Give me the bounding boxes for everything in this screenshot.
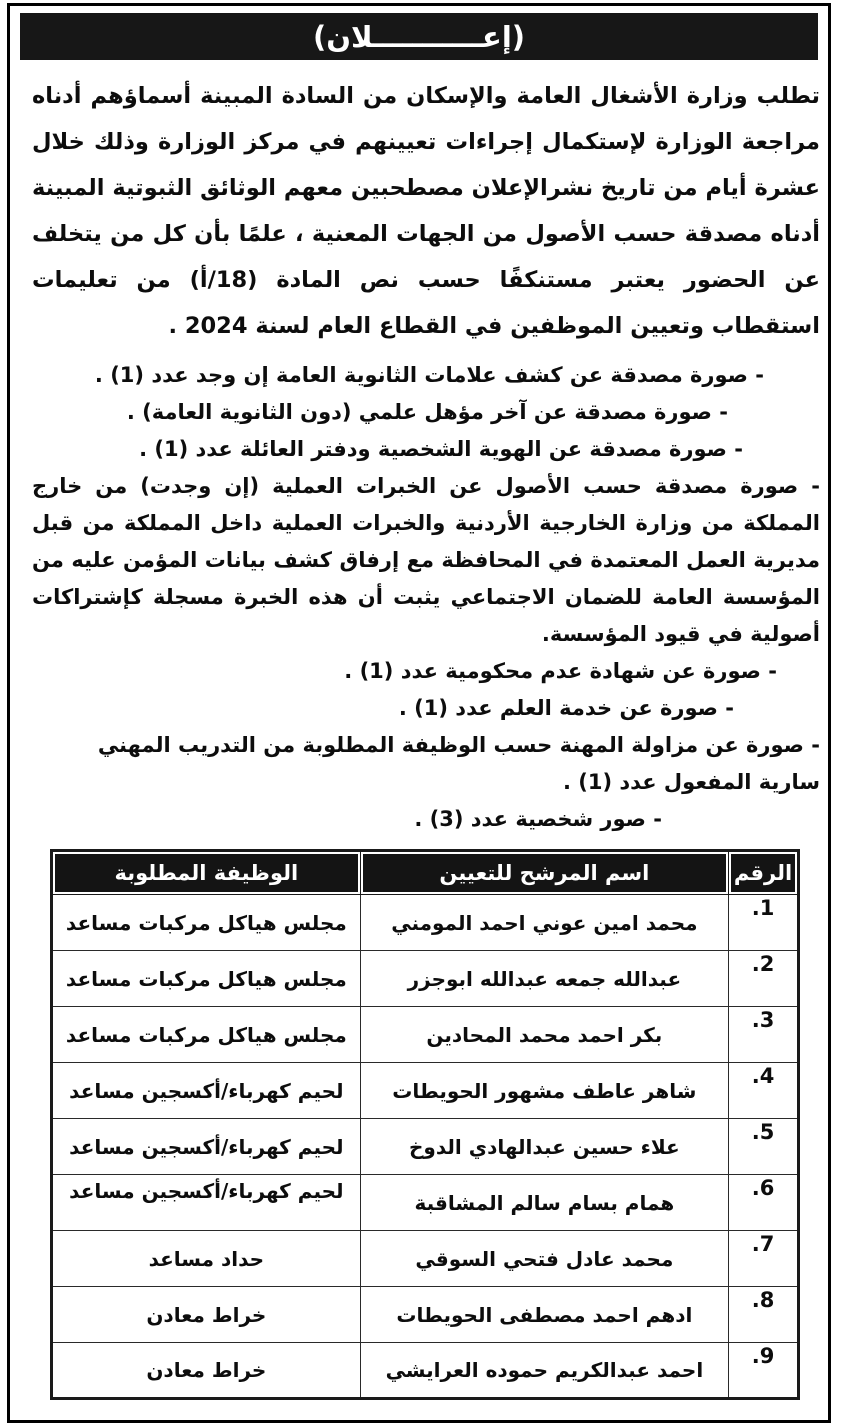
- row-number: 6.: [729, 1175, 799, 1231]
- row-number: 5.: [729, 1119, 799, 1175]
- candidate-name: ادهم احمد مصطفى الحويطات: [360, 1287, 728, 1343]
- requirement-item: - صورة مصدقة عن الهوية الشخصية ودفتر العائلة عدد (1) .: [139, 437, 743, 461]
- row-number: 7.: [729, 1231, 799, 1287]
- requirement-item: - صورة مصدقة عن آخر مؤهل علمي (دون الثانوية العامة) .: [126, 400, 728, 424]
- table-row: [52, 1343, 799, 1399]
- requirement-item: - صور شخصية عدد (3) .: [414, 807, 662, 831]
- row-number: 3.: [729, 1007, 799, 1063]
- required-position: مجلس هياكل مركبات مساعد: [52, 895, 361, 951]
- table-row: [52, 1063, 799, 1119]
- row-number: 4.: [729, 1063, 799, 1119]
- required-position: لحيم كهرباء/أكسجين مساعد: [52, 1063, 361, 1119]
- requirement-item: - صورة مصدقة عن كشف علامات الثانوية العامة إن وجد عدد (1) .: [94, 363, 764, 387]
- intro-paragraph: تطلب وزارة الأشغال العامة والإسكان من السادة المبينة أسماؤهم أدناه مراجعة الوزارة لإستكمال إجراءات تعيينهم في مركز الوزارة وذلك خلال عشرة أيام من تاريخ نشرالإعلان مصطحبين معهم الوثائق الثبوتية المبينة أدناه مصدقة حسب الأصول من الجهات المعنية ، علمًا بأن كل من يتخلف عن الحضور يعتبر مستنكفًا حسب نص المادة (18/أ) من تعليمات استقطاب وتعيين الموظفين في القطاع العام لسنة 2024 .: [32, 83, 821, 339]
- table-row: [52, 1119, 799, 1175]
- required-position: مجلس هياكل مركبات مساعد: [52, 951, 361, 1007]
- candidate-name: علاء حسين عبدالهادي الدوخ: [360, 1119, 728, 1175]
- required-position: لحيم كهرباء/أكسجين مساعد: [52, 1175, 361, 1231]
- row-number: 8.: [729, 1287, 799, 1343]
- requirement-item: - صورة مصدقة حسب الأصول عن الخبرات العملية (إن وجدت) من خارج المملكة من وزارة الخارجية الأردنية والخبرات العملية داخل المملكة من قبل مديرية العمل المعتمدة في المحافظة مع إرفاق كشف بيانات المؤمن عليه من المؤسسة العامة للضمان الاجتماعي يثبت أن هذه الخبرة مسجلة كإشتراكات أصولية في قيود المؤسسة.: [32, 474, 820, 646]
- required-position: مجلس هياكل مركبات مساعد: [52, 1007, 361, 1063]
- required-position: خراط معادن: [52, 1287, 361, 1343]
- requirement-item: - صورة عن مزاولة المهنة حسب الوظيفة المطلوبة من التدريب المهني سارية المفعول عدد (1) .: [97, 733, 820, 794]
- requirement-item: - صورة عن خدمة العلم عدد (1) .: [398, 696, 734, 720]
- required-position: حداد مساعد: [52, 1231, 361, 1287]
- header-number: الرقم: [729, 851, 799, 895]
- header-candidate-name: اسم المرشح للتعيين: [360, 851, 728, 895]
- announcement-banner: [20, 13, 818, 60]
- table-row: [52, 1007, 799, 1063]
- table-header-row: [52, 851, 799, 895]
- row-number: 9.: [729, 1343, 799, 1399]
- candidate-name: همام بسام سالم المشاقبة: [360, 1175, 728, 1231]
- requirements-list: [10, 357, 828, 838]
- candidate-name: شاهر عاطف مشهور الحويطات: [360, 1063, 728, 1119]
- candidate-name: محمد امين عوني احمد المومني: [360, 895, 728, 951]
- candidate-name: بكر احمد محمد المحادين: [360, 1007, 728, 1063]
- row-number: 2.: [729, 951, 799, 1007]
- table-row: [52, 1175, 799, 1231]
- candidate-name: محمد عادل فتحي السوقي: [360, 1231, 728, 1287]
- table-row: [52, 1287, 799, 1343]
- candidate-name: عبدالله جمعه عبدالله ابوجزر: [360, 951, 728, 1007]
- required-position: لحيم كهرباء/أكسجين مساعد: [52, 1119, 361, 1175]
- table-row: [52, 895, 799, 951]
- header-required-position: الوظيفة المطلوبة: [52, 851, 361, 895]
- table-row: [52, 951, 799, 1007]
- requirement-item: - صورة عن شهادة عدم محكومية عدد (1) .: [344, 659, 777, 683]
- required-position: خراط معادن: [52, 1343, 361, 1399]
- announcement-title: (إعـــــــــــلان): [312, 19, 526, 54]
- candidate-name: احمد عبدالكريم حموده العرايشي: [360, 1343, 728, 1399]
- table-row: [52, 1231, 799, 1287]
- appointments-table: [50, 849, 800, 1400]
- row-number: 1.: [729, 895, 799, 951]
- page-frame: [7, 3, 831, 1423]
